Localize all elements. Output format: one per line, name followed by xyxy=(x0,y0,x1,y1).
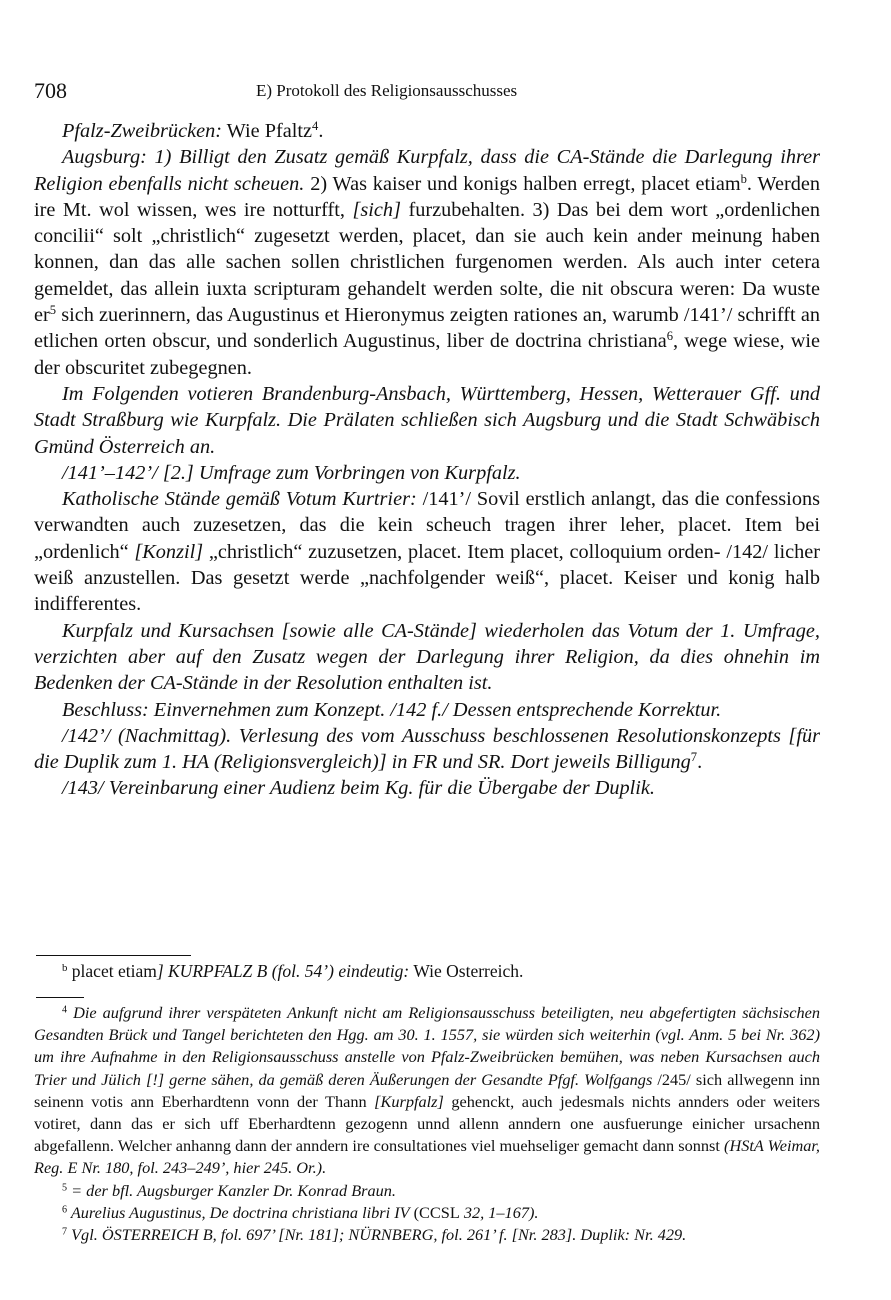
paragraph-augsburg xyxy=(34,144,820,381)
paragraph-nachmittag xyxy=(34,723,820,776)
text: /141’/ Sovil erstlich anlangt, das die confessions verwandten auch zuzesetzen, das die kein scheuch tragen ihrer leher, placet. Item bei „ordenlich“ xyxy=(34,488,820,563)
footnote-divider xyxy=(36,997,84,998)
summary-text: /141’–142’/ [2.] Umfrage zum Vorbringen von Kurpfalz. xyxy=(62,461,521,484)
editorial-insert: [Konzil] xyxy=(134,540,204,563)
paragraph-summary-votes xyxy=(34,381,820,460)
paragraph-beschluss xyxy=(34,697,820,723)
source-citation: (HStA Weimar, Reg. E Nr. 180, fol. 243–249’, hier 245. Or.). xyxy=(34,1136,820,1178)
summary-text: Kurpfalz und Kursachsen [sowie alle CA-Stände] wiederholen das Votum der 1. Umfrage, verzichten aber auf den Zusatz wegen der Darlegung ihrer Religion, da dies ohnehin im Bedenken der CA-Stände in der Resolution enthalten ist. xyxy=(34,619,820,695)
apparatus-divider xyxy=(36,955,191,956)
footnote-ref-4[interactable]: 4 xyxy=(312,119,319,134)
text: 32, 1–167). xyxy=(459,1202,539,1222)
editorial-insert: [Kurpfalz] xyxy=(374,1091,444,1111)
page-number: 708 xyxy=(34,78,67,103)
footnote-4 xyxy=(34,1002,820,1180)
summary-text: Augsburg: 1) Billigt den Zusatz gemäß Kurpfalz, dass die CA-Stände die Darlegung ihrer Religion ebenfalls nicht scheuen. xyxy=(34,146,820,195)
text: „christlich“ zuzusetzen, placet. Item placet, colloquium orden- /142/ licher weiß anzustellen. Das gesetzt werde „nachfolgender weiß“, placet. Keiser und konig halb indifferentes. xyxy=(34,540,820,616)
footnote-ref-7[interactable]: 7 xyxy=(690,750,698,765)
summary-text: /142’/ (Nachmittag). Verlesung des vom Ausschuss beschlossenen Resolutionskonzepts [für die Duplik zum 1. HA (Religionsvergleich)] in FR und SR. Dort jeweils Billigung xyxy=(34,724,820,774)
paragraph-kurpfalz-kursachsen xyxy=(34,618,820,697)
footnote-5 xyxy=(34,1180,820,1202)
speaker-label: Pfalz-Zweibrücken: xyxy=(62,120,222,142)
text: gehenckt, auch jedesmals nichts annders oder weiters votiret, dann das er sich uff Eberhardtenn gezogenn unnd allenn anndern one ausfuerunge einicher ursachenn abgefallenn. Welcher anhanng dann der anndern ire consultationes viel muehseliger gemacht dann sonnst xyxy=(34,1091,821,1156)
footnotes xyxy=(34,1002,820,1246)
text: . xyxy=(697,751,703,774)
footnote-ref-5[interactable]: 5 xyxy=(49,303,57,318)
text: placet etiam xyxy=(67,961,157,981)
text: . xyxy=(318,120,324,142)
footnote-ref-6[interactable]: 6 xyxy=(666,329,674,344)
text: Die aufgrund ihrer verspäteten Ankunft nicht am Religionsausschuss beteiligten, neu abgefertigten sächsischen Gesandten Brück und Tangel berichteten den Hgg. am 30. 1. 1557, sie würden sich weiterhin (vgl. Anm. 5 bei Nr. 362) um ihre Aufnahme in den Religionsausschuss anstelle von Pfalz-Zweibrücken bemühen, was neben Kursachsen auch Trier und Jülich [!] gerne sähen, da gemäß deren Äußerungen der Gesandte Pfgf. Wolfgangs xyxy=(34,1003,820,1089)
note-mark: 5 xyxy=(62,1182,68,1194)
text: (CCSL xyxy=(409,1202,460,1222)
text: /245/ sich allwegenn inn seinenn votis ann Eberhardtenn vonn der Thann xyxy=(34,1069,820,1111)
main-text xyxy=(34,118,820,802)
text: . Werden ire Mt. wol wissen, wes ire notturfft, xyxy=(34,172,820,221)
text: ] KURPFALZ B (fol. 54’) eindeutig: xyxy=(156,961,410,981)
text: Aurelius Augustinus, De doctrina christiana libri IV xyxy=(67,1202,410,1222)
running-title: E) Protokoll des Religionsausschusses xyxy=(256,81,518,100)
apparatus-ref-b[interactable]: b xyxy=(740,171,747,186)
text: = der bfl. Augsburger Kanzler Dr. Konrad Braun. xyxy=(67,1180,396,1200)
note-mark: 7 xyxy=(62,1226,68,1238)
paragraph-audienz xyxy=(34,775,820,801)
editorial-insert: [sich] xyxy=(352,198,401,221)
speaker-label: Katholische Stände gemäß Votum Kurtrier: xyxy=(62,488,417,511)
apparatus-note-b xyxy=(34,960,820,982)
paragraph-umfrage-heading xyxy=(34,460,820,486)
note-mark: 4 xyxy=(62,1004,68,1016)
text: sich zuerinnern, das Augustinus et Hieronymus zeigten rationes an, warumb /141’/ schrifft an etlichen orten obscur, und sonderlich Augustinus, liber de doctrina christiana xyxy=(34,304,820,353)
note-mark: 6 xyxy=(62,1204,68,1216)
summary-text: /143/ Vereinbarung einer Audienz beim Kg. für die Übergabe der Duplik. xyxy=(62,777,655,800)
text: Vgl. ÖSTERREICH B, fol. 697’ [Nr. 181]; NÜRNBERG, fol. 261’ f. [Nr. 283]. Duplik: Nr. 429. xyxy=(67,1225,687,1245)
critical-apparatus xyxy=(34,960,820,982)
text: 2) Was kaiser und konigs halben erregt, placet etiam xyxy=(304,172,741,195)
footnote-6 xyxy=(34,1202,820,1224)
text: Wie Pfaltz xyxy=(221,120,313,142)
text: , wege wiese, wie der obscuritet zubegegnen. xyxy=(34,330,820,379)
page-header xyxy=(34,78,820,108)
paragraph-katholische-staende xyxy=(34,486,820,617)
text: Wie Osterreich. xyxy=(409,961,524,981)
text: furzubehalten. 3) Das bei dem wort „ordenlichen concilii“ solt „christlich“ zugesetzt werden, placet, dan sie auch kein ander meinung haben konnen, dan das alle sachen sollen christlichen furgenomen werden. Als auch inter cetera gemeldet, das allein iuxta scripturam gehandelt werden solte, die nit obscura weren: Da wuste er xyxy=(34,198,821,327)
footnote-7 xyxy=(34,1224,820,1246)
summary-text: Im Folgenden votieren Brandenburg-Ansbach, Württemberg, Hessen, Wetterauer Gff. und Stadt Straßburg wie Kurpfalz. Die Prälaten schließen sich Augsburg und die Stadt Schwäbisch Gmünd Österreich an. xyxy=(34,382,820,458)
note-mark: b xyxy=(62,962,68,975)
summary-text: Beschluss: Einvernehmen zum Konzept. /142 f./ Dessen entsprechende Korrektur. xyxy=(62,698,722,721)
paragraph-pfalz-zweibruecken xyxy=(34,118,820,144)
